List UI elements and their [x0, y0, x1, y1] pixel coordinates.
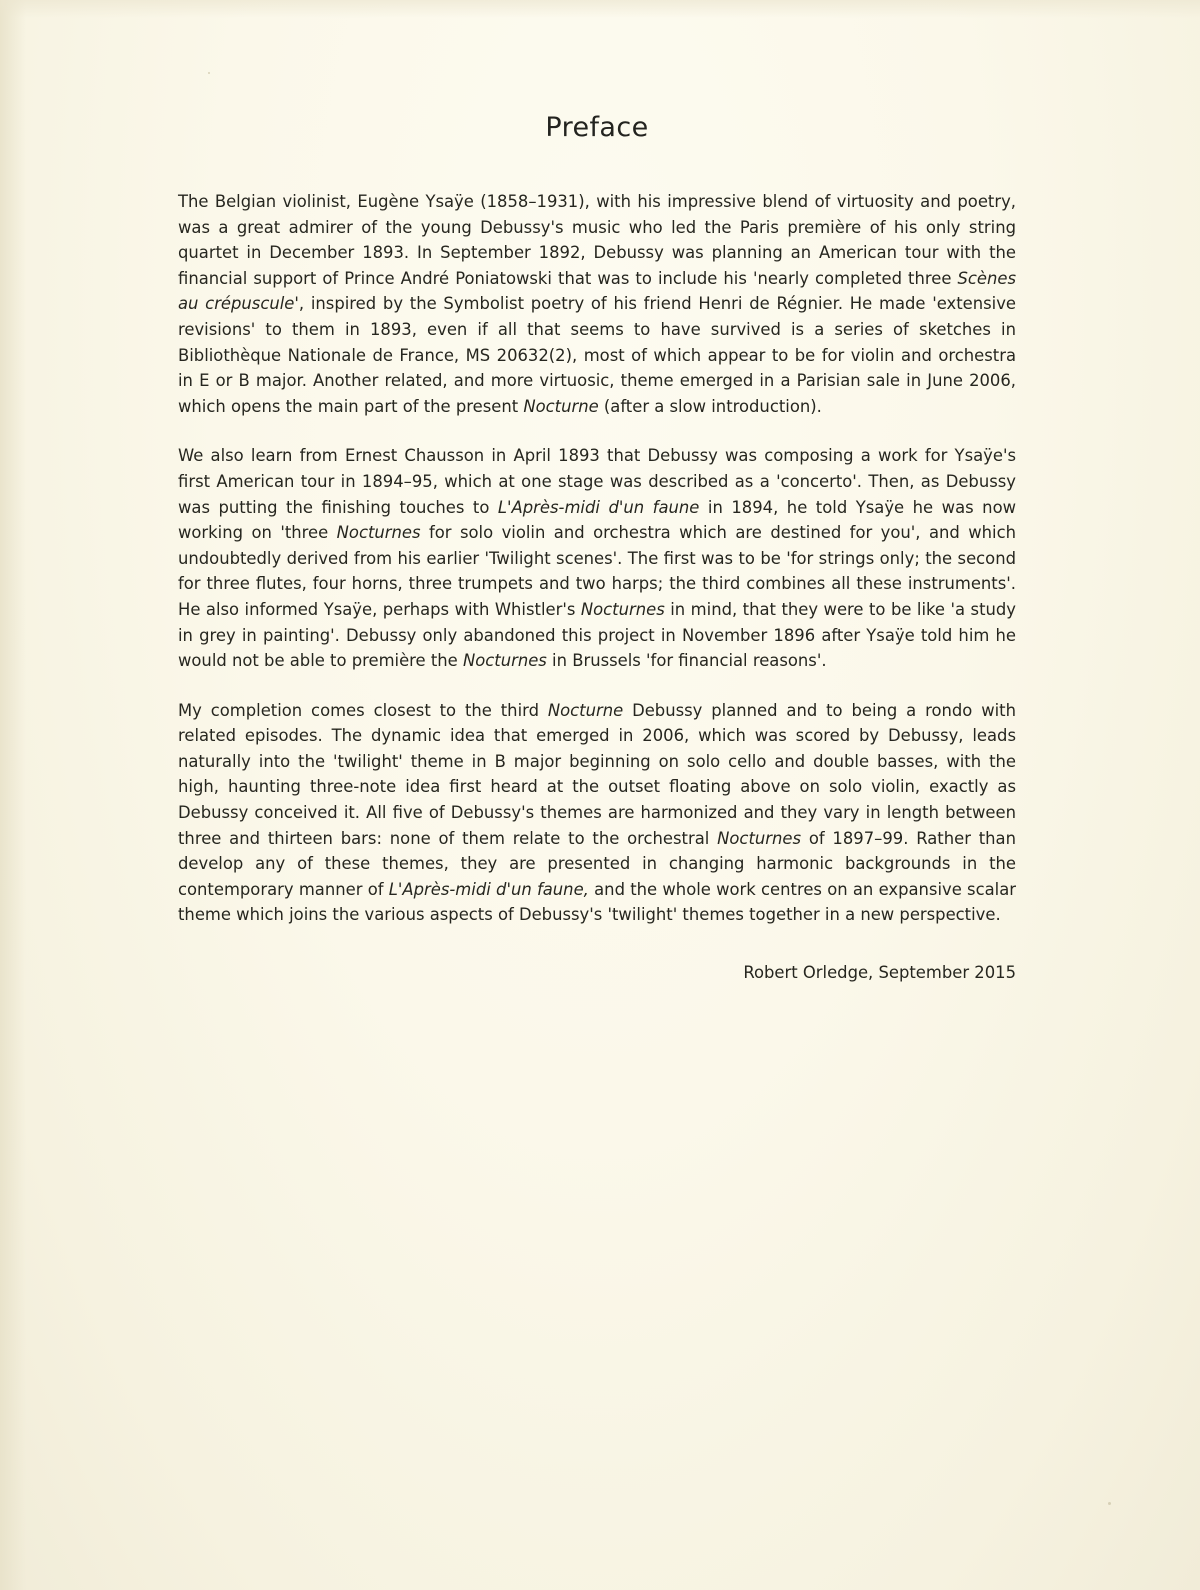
italic-title: Nocturnes: [462, 651, 547, 671]
italic-title: Nocturnes: [580, 599, 665, 619]
text-run: We also learn from Ernest Chausson in April 1893 that Debussy was composing a work for Ysaÿe's first American tour in 1894–95, which at one stage was described as a 'concerto'. Then, as Debussy was putting the finishing touches to: [178, 446, 1016, 517]
text-run: for solo violin and orchestra which are destined for you', and which undoubtedly derived from his earlier 'Twilight scenes'. The first was to be 'for strings only; the second for three flutes, four horns, three trumpets and two harps; the third combines all these instruments'. He also informed Ysaÿe, perhaps with Whistler's: [178, 523, 1016, 619]
text-run: in 1894, he told Ysaÿe he was now working on 'three: [178, 497, 1016, 543]
text-run: The Belgian violinist, Eugène Ysaÿe (1858–1931), with his impressive blend of virtuosity and poetry, was a great admirer of the young Debussy's music who led the Paris première of his only string quartet in December 1893. In September 1892, Debussy was planning an American tour with the financial support of Prince André Poniatowski that was to include his 'nearly completed three: [178, 192, 1016, 288]
paragraph-1: [178, 189, 1016, 419]
page-title: Preface: [545, 112, 649, 143]
paragraph-3: [178, 698, 1016, 928]
paper-speck: [1108, 1502, 1111, 1505]
italic-title: Nocturne: [523, 396, 599, 416]
italic-title: Nocturnes: [717, 828, 802, 848]
text-run: in Brussels 'for financial reasons'.: [546, 651, 827, 671]
text-run: , inspired by the Symbolist poetry of his friend Henri de Régnier. He made 'extensive revisions' to them in 1893, even if all that seems to have survived is a series of sketches in Bibliothèque Nationale de France, MS 20632(2), most of which appear to be for violin and orchestra in E or B major. Another related, and more virtuosic, theme emerged in a Parisian sale in June 2006, which opens the main part of the present: [178, 294, 1017, 416]
text-run: in mind, that they were to be like 'a study in grey in painting'. Debussy only abandoned this project in November 1896 after Ysaÿe told him he would not be able to première the: [178, 599, 1017, 671]
italic-title: Nocturne: [547, 700, 624, 720]
text-run: and the whole work centres on an expansive scalar theme which joins the various aspects of Debussy's 'twilight' themes together in a new perspective.: [178, 879, 1016, 925]
italic-title: Nocturnes: [336, 523, 421, 543]
text-run: My completion comes closest to the third: [178, 700, 548, 720]
paragraph-2: [178, 443, 1016, 673]
document-body: [178, 0, 1016, 986]
author-signature: Robert Orledge, September 2015: [743, 963, 1016, 983]
paper-edge-shadow-left: [0, 0, 26, 1590]
text-run: (after a slow introduction).: [598, 396, 822, 416]
italic-title: L'Après-midi d'un faune,: [388, 879, 589, 899]
italic-title: Scènes au crépuscule': [178, 268, 1016, 314]
text-run: Debussy planned and to being a rondo with related episodes. The dynamic idea that emerged in 2006, which was scored by Debussy, leads naturally into the 'twilight' theme in B major beginning on solo cello and double basses, with the high, haunting three-note idea first heard at the outset floating above on solo violin, exactly as Debussy conceived it. All five of Debussy's themes are harmonized and they vary in length between three and thirteen bars: none of them relate to the orchestral: [178, 700, 1016, 848]
preface-text: [178, 189, 1016, 928]
italic-title: L'Après-midi d'un faune: [497, 497, 700, 517]
text-run: of 1897–99. Rather than develop any of these themes, they are presented in changing harmonic backgrounds in the contemporary manner of: [178, 828, 1016, 899]
